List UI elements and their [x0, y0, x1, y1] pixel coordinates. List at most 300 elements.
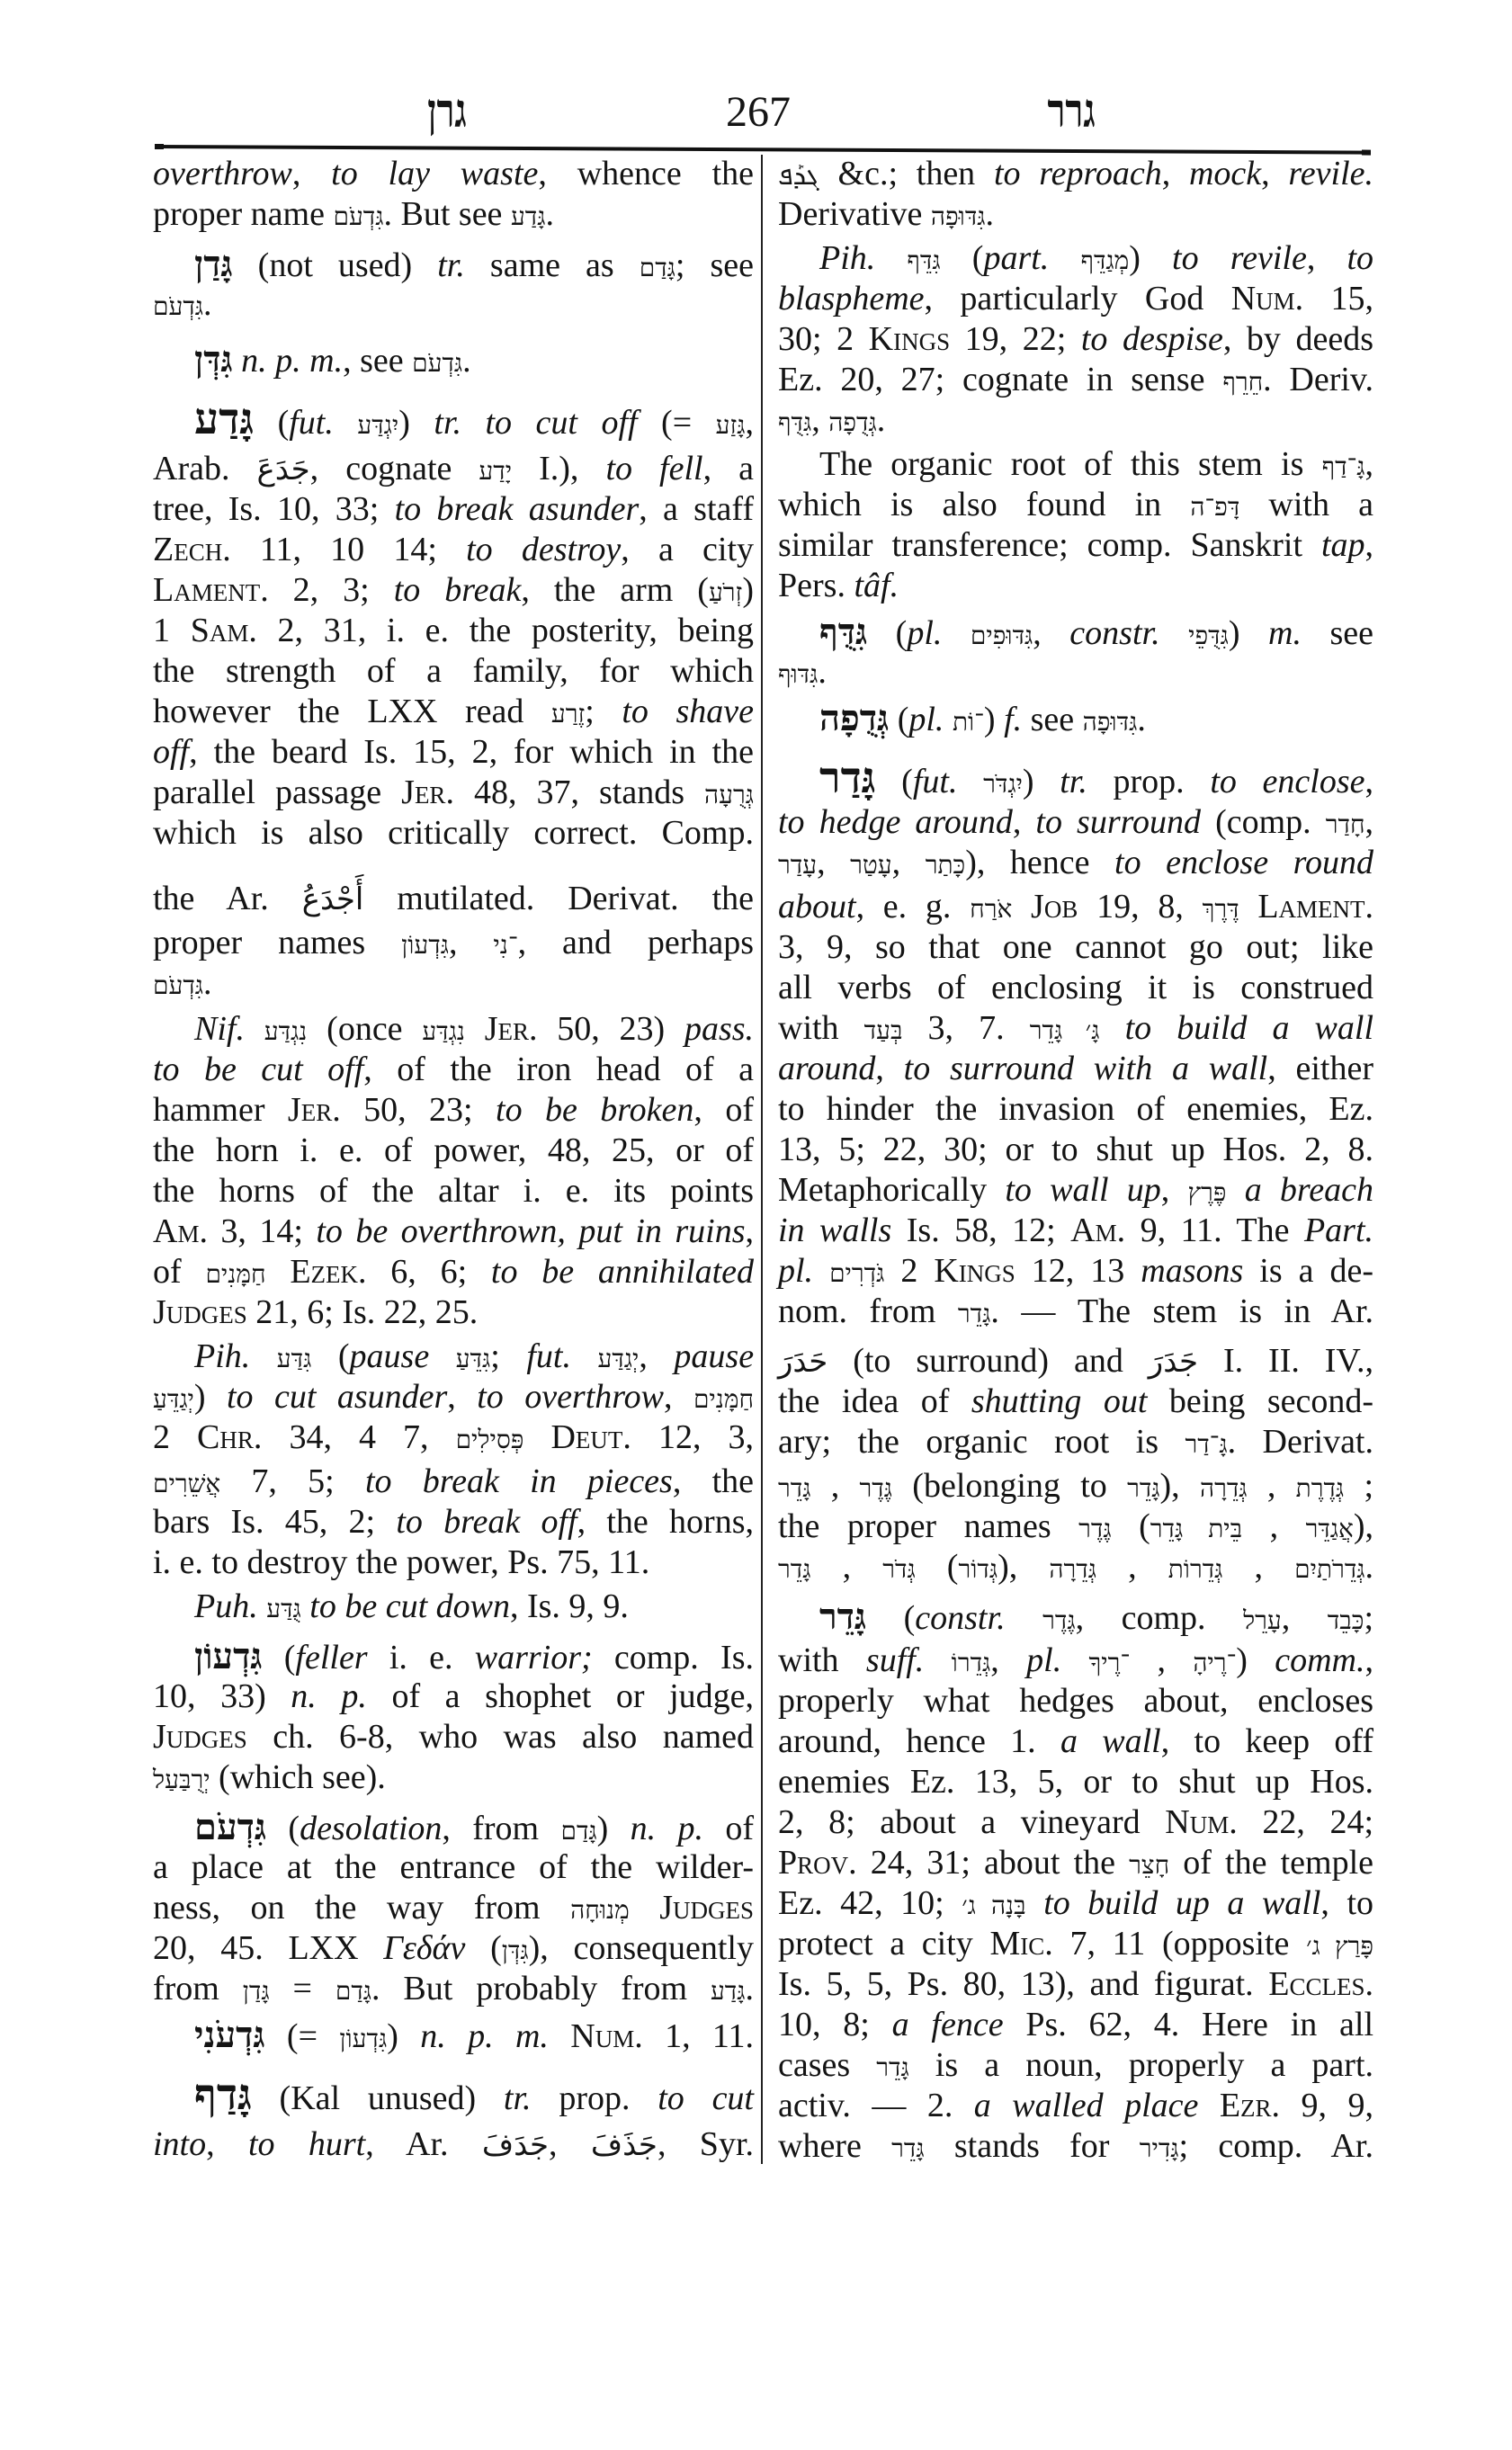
dictionary-line: [778, 802, 1373, 843]
italic-gloss: to be cut down: [309, 1587, 510, 1625]
dictionary-line: [778, 698, 1373, 738]
book-reference: Ezek.: [290, 1253, 367, 1291]
text-run: (: [889, 701, 909, 738]
text-run: [1226, 1171, 1244, 1209]
text-run: . But probably from: [371, 1970, 711, 2007]
dictionary-line: [153, 1847, 754, 1888]
italic-gloss: tr.: [437, 246, 465, 284]
text-run: [957, 763, 983, 800]
dictionary-line: [153, 244, 754, 284]
text-run: 3, 14;: [207, 1212, 317, 1250]
text-run: ): [742, 571, 755, 609]
text-run: ),: [998, 1548, 1050, 1586]
dictionary-line: [153, 611, 754, 651]
dictionary-line: [153, 1717, 754, 1757]
text-run: the proper names: [778, 1507, 1079, 1545]
dictionary-line: [153, 1090, 754, 1131]
dictionary-line: [778, 238, 1373, 279]
text-run: from: [153, 1970, 243, 2007]
text-run: the horns of the altar i. e. its points: [153, 1172, 754, 1210]
column-divider: [761, 155, 763, 2164]
dictionary-line: [778, 279, 1373, 319]
hebrew-word: גָּדֵר: [957, 1301, 991, 1328]
book-reference: Lament.: [153, 571, 269, 609]
text-run: Pers.: [778, 567, 854, 604]
hebrew-word: אֹרַח: [970, 896, 1013, 924]
text-run: , Ar.: [365, 2125, 482, 2163]
hebrew-word: כָּבֵד: [1327, 1607, 1364, 1635]
italic-gloss: revile.: [1288, 155, 1374, 192]
dictionary-line: [153, 1131, 754, 1171]
italic-gloss: to surround: [1035, 803, 1201, 841]
hebrew-word: גָּדִיר: [1139, 2135, 1179, 2163]
headword: גָּדַף: [194, 2071, 252, 2119]
italic-gloss: a fence: [891, 2006, 1004, 2043]
text-run: , to keep off: [1160, 1722, 1373, 1760]
italic-gloss: to cut asunder: [227, 1378, 448, 1416]
text-run: ,: [745, 404, 755, 442]
italic-gloss: shutting out: [971, 1382, 1148, 1420]
dictionary-line: [153, 923, 754, 963]
italic-gloss: feller: [295, 1639, 368, 1677]
italic-gloss: tr.: [1060, 763, 1087, 800]
dictionary-line: [153, 339, 754, 380]
italic-gloss: to lay waste: [331, 155, 539, 192]
headword: גִּדְעֹם: [194, 1807, 267, 1847]
text-run: bars Is. 45, 2;: [153, 1503, 397, 1541]
hebrew-word: דָּפ־ה: [1190, 494, 1240, 522]
italic-gloss: constr.: [1069, 614, 1160, 652]
dictionary-line: [153, 1292, 754, 1333]
book-reference: Eccles.: [1268, 1965, 1373, 2003]
text-run: [258, 1587, 267, 1625]
dictionary-line: [778, 1049, 1373, 1089]
book-reference: Kings: [868, 320, 951, 358]
italic-gloss: pause: [674, 1337, 755, 1375]
text-run: , of the iron head of a: [363, 1051, 754, 1088]
text-run: &c.; then: [819, 155, 994, 192]
text-run: ,: [206, 2125, 248, 2163]
text-run: [334, 404, 357, 442]
dictionary-line: [778, 2005, 1373, 2045]
book-reference: Lament.: [1257, 888, 1374, 925]
running-head-center: [650, 83, 866, 142]
dictionary-line: [778, 1802, 1373, 1843]
text-run: ,: [447, 1378, 478, 1416]
hebrew-word: גֶּדֶר: [859, 1475, 893, 1503]
dictionary-line: [153, 1677, 754, 1717]
arabic-word: جَدَرَ: [1148, 1344, 1199, 1380]
text-run: prop.: [531, 2079, 658, 2117]
text-run: , the arm (: [521, 571, 709, 609]
hebrew-word: ־רֶיךָ: [1088, 1650, 1131, 1677]
text-run: (: [866, 1599, 916, 1637]
italic-gloss: to reproach: [993, 155, 1162, 192]
dictionary-line: [153, 1462, 754, 1502]
hebrew-word: גְּדֹר: [882, 1556, 916, 1584]
text-run: 48, 37, stands: [453, 773, 705, 811]
italic-gloss: Part.: [1303, 1212, 1374, 1249]
hebrew-word: גְּדֵרוֹ: [951, 1650, 991, 1677]
text-run: ,: [291, 155, 332, 192]
text-run: ness, on the way from: [153, 1889, 571, 1927]
italic-gloss: pass.: [684, 1010, 755, 1048]
text-run: 30; 2: [778, 320, 869, 358]
book-reference: Am.: [1070, 1212, 1126, 1249]
hebrew-word: גִּדְעֹם: [153, 972, 204, 1000]
dictionary-line: [153, 396, 755, 443]
text-run: ,: [810, 1548, 883, 1586]
dictionary-line: [153, 773, 754, 813]
text-run: with a: [1239, 486, 1373, 523]
text-run: 13, 5; 22, 30; or to shut up Hos. 2, 8.: [778, 1131, 1373, 1168]
arabic-word: جَدَعَ: [256, 452, 310, 487]
text-run: , see: [343, 342, 413, 380]
italic-gloss: to overthrow: [477, 1378, 665, 1416]
italic-gloss: to break off: [396, 1503, 577, 1541]
text-run: ): [1236, 1641, 1275, 1679]
hebrew-word: גְּדֵרָה: [1049, 1556, 1096, 1584]
text-run: 2, 8; about a vineyard: [778, 1803, 1166, 1841]
dictionary-line: [778, 1762, 1373, 1802]
headword: גִּדְּן: [194, 339, 233, 380]
text-run: (: [465, 1929, 502, 1967]
italic-gloss: to enclose round: [1114, 844, 1374, 881]
italic-gloss: a breach: [1244, 1171, 1373, 1209]
italic-gloss: to destroy: [466, 531, 622, 568]
hebrew-word: גִּדַּע: [276, 1346, 312, 1373]
italic-gloss: to: [1346, 239, 1374, 277]
text-run: (to surround) and: [828, 1342, 1149, 1380]
hebrew-word: מְנוּחָה: [570, 1897, 630, 1925]
book-reference: Prov.: [778, 1844, 857, 1882]
hebrew-word: גְּדֵרָה: [1199, 1475, 1248, 1503]
text-run: ,: [1247, 1467, 1296, 1505]
text-run: ,: [1364, 1641, 1373, 1679]
text-run: , to: [1320, 1884, 1374, 1922]
text-run: which is also critically correct. Comp.: [153, 814, 754, 852]
italic-gloss: around: [778, 1050, 876, 1087]
hebrew-word: אֲשֵׁרִים: [153, 1471, 221, 1498]
italic-gloss: tr.: [503, 2079, 532, 2117]
text-run: (not used): [232, 246, 438, 284]
text-run: ,: [1364, 763, 1373, 800]
text-run: [1160, 614, 1189, 652]
text-run: , the beard Is. 15, 2, for which in the: [189, 733, 754, 771]
text-run: the idea of: [778, 1382, 971, 1420]
hebrew-word: גְּדֵרוֹת: [1168, 1556, 1223, 1584]
text-run: where: [778, 2127, 892, 2165]
text-run: ,: [1242, 1507, 1306, 1545]
text-run: . Deriv.: [1263, 361, 1373, 398]
headword: גָּדַר: [819, 755, 876, 802]
dictionary-line: [153, 879, 754, 919]
book-reference: Mic.: [989, 1925, 1053, 1963]
text-run: [571, 1337, 598, 1375]
text-run: [944, 701, 953, 738]
dictionary-line: [778, 1547, 1373, 1587]
text-run: ,: [817, 844, 851, 881]
italic-gloss: to surround with a wall: [903, 1050, 1268, 1087]
hebrew-word: גֶּדֶר: [1042, 1607, 1076, 1635]
dictionary-line: [778, 444, 1373, 485]
dictionary-line: [778, 652, 1373, 693]
italic-gloss: to break asunder: [394, 490, 640, 528]
hebrew-word: יָדַע: [479, 458, 513, 486]
text-run: comp. Is.: [592, 1639, 754, 1677]
text-run: ;: [490, 1337, 527, 1375]
dictionary-line: [153, 489, 754, 530]
text-run: 21, 6; Is. 22, 25.: [246, 1293, 479, 1331]
hebrew-word: גְּדֻפָה: [828, 409, 877, 437]
dictionary-line: [153, 1502, 754, 1542]
dictionary-line: [778, 1008, 1373, 1049]
dictionary-line: [153, 813, 754, 854]
text-run: (: [266, 1810, 300, 1847]
hebrew-word: ־רֶיהָ: [1193, 1650, 1237, 1677]
dictionary-line: [153, 1417, 754, 1458]
text-run: prop.: [1087, 763, 1211, 800]
dictionary-line: [778, 1422, 1373, 1462]
text-run: all verbs of enclosing it is construed: [778, 969, 1373, 1006]
hebrew-word: גָּ־דַר: [1185, 1431, 1228, 1459]
dictionary-line: [153, 154, 754, 194]
hebrew-word: גָּדֵר: [891, 2135, 925, 2163]
dictionary-line: [778, 566, 1373, 606]
arabic-word: جَدَفَ: [481, 2127, 549, 2163]
text-run: enemies Ez. 13, 5, or to shut up Hos.: [778, 1763, 1373, 1801]
text-run: [245, 1010, 264, 1048]
dictionary-line: [153, 449, 754, 489]
italic-gloss: off: [153, 733, 190, 771]
dictionary-line: [153, 1807, 754, 1847]
text-run: (=: [264, 2017, 340, 2055]
text-run: proper name: [153, 195, 334, 233]
hebrew-word: חֵרֵף: [1222, 369, 1264, 397]
book-reference: Judges: [659, 1889, 755, 1927]
text-run: ,: [1130, 1641, 1194, 1679]
italic-gloss: blaspheme: [778, 280, 925, 317]
text-run: ): [193, 1378, 227, 1416]
hebrew-word: פְּסִילִים: [455, 1426, 524, 1454]
italic-gloss: constr.: [915, 1599, 1006, 1637]
text-run: [1061, 1641, 1088, 1679]
text-run: [429, 1337, 456, 1375]
text-run: to hinder the invasion of enemies, Ez.: [778, 1090, 1373, 1128]
italic-gloss: to be broken: [496, 1091, 694, 1129]
italic-gloss: into: [153, 2125, 207, 2163]
dictionary-line: [153, 2124, 754, 2165]
hebrew-word: כָּתַר: [925, 852, 966, 880]
text-run: , e. g.: [855, 888, 971, 925]
text-run: .: [1137, 701, 1146, 738]
text-run: .: [745, 1970, 754, 2007]
dictionary-line: [778, 1843, 1373, 1883]
dictionary-line: [778, 1924, 1373, 1964]
dictionary-line: [153, 2071, 754, 2119]
hebrew-word: גִּדֻּפֵי: [1188, 622, 1229, 650]
text-run: , the: [672, 1462, 754, 1500]
text-run: ,: [1364, 803, 1374, 841]
italic-gloss: comm.: [1275, 1641, 1365, 1679]
book-reference: Sam.: [190, 612, 257, 649]
text-run: the horn i. e. of power, 48, 25, or of: [153, 1131, 754, 1169]
book-reference: Am.: [153, 1212, 208, 1250]
text-run: 1, 11.: [642, 2017, 755, 2055]
dictionary-line: [153, 1542, 754, 1583]
text-run: 6, 6;: [366, 1253, 491, 1291]
italic-gloss: a wall: [1060, 1722, 1161, 1760]
text-run: .: [876, 401, 886, 439]
text-run: ): [1228, 614, 1269, 652]
dictionary-line: [778, 887, 1373, 927]
book-reference: Judges: [153, 1293, 247, 1331]
text-run: .: [545, 195, 554, 233]
dictionary-line: [778, 485, 1373, 525]
hebrew-word: גִּדּוּף: [778, 661, 819, 689]
italic-gloss: tr. to cut off: [434, 404, 638, 442]
italic-gloss: Puh.: [194, 1587, 258, 1625]
text-run: proper names: [153, 924, 402, 961]
hebrew-word: גָּדַן: [242, 1978, 270, 2006]
dictionary-line: [153, 1888, 754, 1928]
text-run: . Derivat.: [1227, 1423, 1373, 1461]
text-run: properly what hedges about, encloses: [778, 1682, 1373, 1720]
text-run: ,: [1281, 1599, 1328, 1637]
text-run: [1239, 888, 1258, 925]
text-run: , either: [1267, 1050, 1373, 1087]
hebrew-word: פָּרַץ ג׳: [1306, 1933, 1373, 1961]
hebrew-word: נִגְדַּע: [264, 1018, 308, 1046]
italic-gloss: a walled place: [973, 2087, 1199, 2124]
text-run: [250, 1337, 277, 1375]
text-run: mutilated. Derivat. the: [363, 880, 755, 917]
text-run: (: [262, 1639, 296, 1677]
text-run: ,: [1364, 445, 1373, 483]
guide-word-right: גרר: [1047, 86, 1096, 138]
book-reference: Num.: [570, 2017, 643, 2055]
text-run: 3, 7.: [902, 1009, 1030, 1047]
text-run: 1: [153, 612, 191, 649]
text-run: however the LXX read: [153, 693, 551, 730]
text-run: the strength of a family, for which: [153, 652, 754, 690]
dictionary-line: [778, 525, 1373, 566]
text-run: stands for: [924, 2127, 1140, 2165]
text-run: 11, 10 14;: [230, 531, 467, 568]
text-run: 12, 13: [1015, 1252, 1141, 1290]
text-run: ,: [1161, 155, 1189, 192]
dictionary-line: [153, 1636, 754, 1677]
dictionary-line: [778, 927, 1373, 968]
text-run: , a staff: [639, 490, 754, 528]
dictionary-line: [153, 194, 754, 235]
text-run: , whence the: [538, 155, 755, 192]
text-run: Ez. 42, 10;: [778, 1884, 962, 1922]
text-run: same as: [464, 246, 640, 284]
book-reference: Jer.: [401, 773, 454, 811]
text-run: of: [703, 1810, 755, 1847]
italic-gloss: about: [778, 888, 856, 925]
italic-gloss: suff.: [865, 1641, 925, 1679]
hebrew-word: יִגְדַּע: [357, 412, 399, 440]
text-run: I.),: [512, 450, 606, 487]
text-run: , comp.: [1075, 1599, 1244, 1637]
dictionary-line: [153, 2015, 754, 2055]
text-run: , from: [442, 1810, 561, 1847]
text-run: ): [1022, 763, 1060, 800]
italic-gloss: in walls: [778, 1212, 892, 1249]
text-run: , and perhaps: [517, 924, 754, 961]
text-run: .: [1364, 1548, 1374, 1586]
hebrew-word: גֹּדְרִים: [829, 1260, 885, 1288]
text-run: 24, 31; about the: [856, 1844, 1130, 1882]
text-run: ), hence: [965, 844, 1115, 881]
italic-gloss: to be annihilated: [490, 1253, 755, 1291]
text-run: 15,: [1303, 280, 1373, 317]
text-run: , particularly God: [924, 280, 1231, 317]
text-run: ary; the organic root is: [778, 1423, 1185, 1461]
text-run: (once: [307, 1010, 423, 1048]
italic-gloss: Nif.: [194, 1010, 245, 1048]
hebrew-word: חַמָּנִים: [205, 1261, 266, 1289]
text-run: [1100, 1009, 1125, 1047]
dictionary-line: [778, 2086, 1373, 2126]
dictionary-line: [778, 843, 1373, 883]
hebrew-word: בְּעַד: [863, 1017, 903, 1045]
text-run: ,: [1261, 155, 1289, 192]
hebrew-word: חָצֵר: [1129, 1852, 1170, 1880]
book-reference: Num.: [1165, 1803, 1238, 1841]
hebrew-word: גָּדַם: [335, 1978, 372, 2006]
italic-gloss: to build a wall: [1124, 1009, 1374, 1047]
text-run: ;: [1344, 1467, 1374, 1505]
italic-gloss: to hurt: [247, 2125, 366, 2163]
dictionary-line: [778, 1596, 1373, 1637]
text-run: 50, 23): [537, 1010, 684, 1048]
italic-gloss: to hedge around: [778, 803, 1013, 841]
hebrew-word: גָּדֵר: [876, 2054, 909, 2082]
italic-gloss: to build up a wall: [1043, 1884, 1321, 1922]
text-run: see: [1022, 701, 1083, 738]
book-reference: Jer.: [484, 1010, 538, 1048]
dictionary-line: [778, 1883, 1373, 1924]
dictionary-line: [778, 1381, 1373, 1422]
dictionary-line: [153, 651, 754, 692]
text-run: , by deeds: [1222, 320, 1373, 358]
italic-gloss: to despise: [1080, 320, 1223, 358]
text-run: 9, 9,: [1280, 2087, 1374, 2124]
hebrew-word: מְגַדֵּף: [1080, 247, 1130, 275]
headword: גִּדֻּף: [819, 612, 868, 652]
running-head-left: [339, 83, 555, 142]
column-right: [778, 154, 1373, 2167]
hebrew-word: גִּדֵּעַ: [455, 1346, 491, 1373]
italic-gloss: masons: [1141, 1252, 1244, 1290]
text-run: ,: [990, 1641, 1027, 1679]
dictionary-line: [153, 1928, 754, 1969]
text-run: Ez. 20, 27; cognate in sense: [778, 361, 1223, 398]
italic-gloss: to fell: [605, 450, 703, 487]
dictionary-line: [778, 755, 1373, 802]
hebrew-word: גִּדּוּפָה: [930, 203, 986, 231]
dictionary-line: [153, 1757, 754, 1798]
hebrew-word: גָּדֵר: [778, 1556, 811, 1584]
text-run: I. II. IV.,: [1198, 1342, 1373, 1380]
text-run: with: [778, 1641, 866, 1679]
text-run: [266, 1253, 291, 1291]
text-run: around, hence 1.: [778, 1722, 1060, 1760]
italic-gloss: to cut: [658, 2079, 754, 2117]
